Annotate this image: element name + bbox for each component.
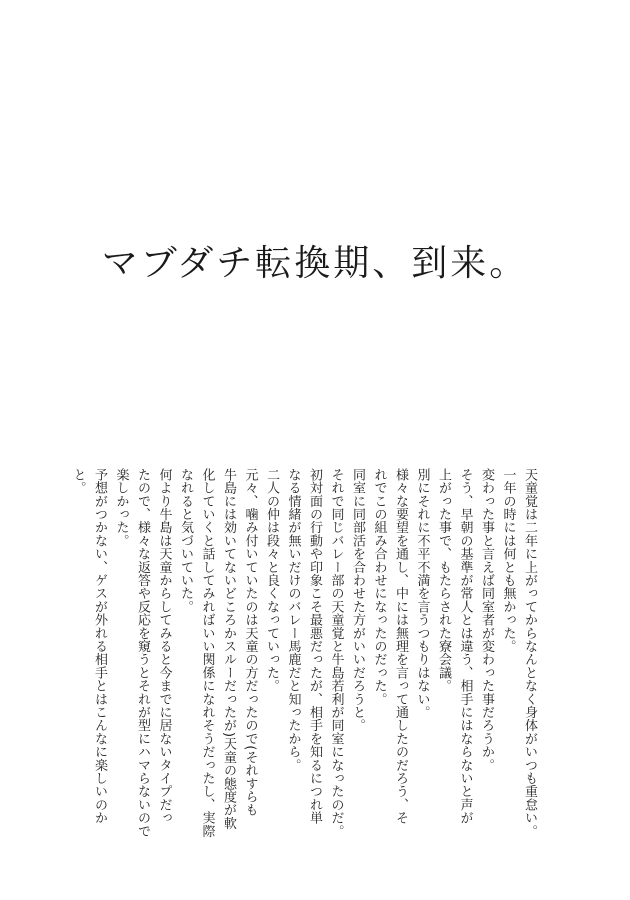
text-line: 別にそれに不平不満を言うつもりはない。 (414, 468, 430, 719)
text-line: 元々、噛み付いていたのは天童の方だったので(それすらも (242, 468, 258, 817)
text-line: たので、様々な返答や反応を窺うとそれが型にハマらないので (135, 468, 150, 838)
page-title: マブダチ転換期、到来。 (101, 243, 529, 284)
text-line: 初対面の行動や印象こそ最悪だったが、相手を知るにつれ単 (307, 468, 322, 825)
text-line: それで同じバレー部の天童覚と牛島若利が同室になったのだ。 (328, 468, 344, 838)
text-line: 一年の時には何とも無かった。 (500, 468, 516, 653)
text-line: 同室に同部活を合わせた方がいいだろうと。 (350, 468, 365, 732)
text-line: なる情緒が無いだけのバレー馬鹿だと知ったから。 (285, 468, 301, 772)
text-line: なれると気づいていた。 (178, 468, 193, 614)
text-line: 上がった事で、もたらされた寮会議。 (436, 468, 451, 693)
text-line: 様々な要望を通し、中には無理を言って通したのだろう、そ (393, 468, 408, 825)
text-line: 天童覚は二年に上がってからなんとなく身体がいつも重怠い。 (522, 468, 537, 838)
text-line: 変わった事と言えば同室者が変わった事だろうか。 (479, 468, 494, 772)
text-line: れでこの組み合わせになったのだった。 (371, 468, 387, 706)
text-line: と。 (70, 468, 86, 495)
text-line: 予想がつかない、ゲスが外れる相手とはこんなに楽しいのか (92, 468, 107, 825)
text-line: 二人の仲は段々と良くなっていった。 (264, 468, 279, 693)
text-line: 楽しかった。 (113, 468, 129, 548)
text-line: 牛島には効いてないどころかスルーだったが)天童の態度が軟 (221, 468, 236, 830)
text-line: 何より牛島は天童からしてみると今までに居ないタイプだっ (156, 468, 172, 825)
body-text-vertical (67, 468, 540, 868)
text-line: そう、早朝の基準が常人とは違う、相手にはならないと声が (457, 468, 473, 825)
text-line: 化していくと話してみればいい関係になれそうだったし、実際 (199, 468, 215, 838)
